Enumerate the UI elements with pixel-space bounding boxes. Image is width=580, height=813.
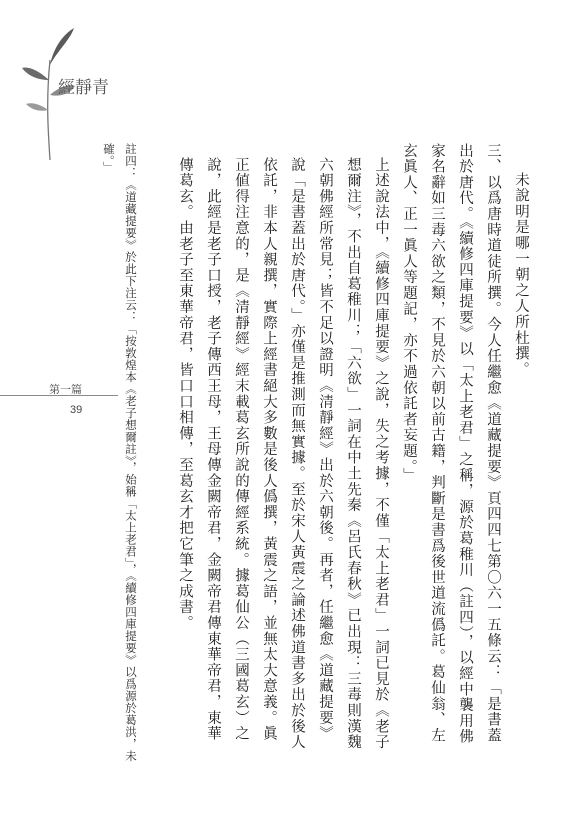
page-number: 39 xyxy=(70,404,83,416)
paragraph: 未說明是哪一朝之人所杜撰。 xyxy=(513,172,529,378)
body-text xyxy=(110,143,535,753)
paragraph: 三、以爲唐時道徒所撰。今人任繼愈《道藏提要》頁四四七第〇六一五條云：「是書蓋出於唐代。《續修四庫提要》以「太上老君」之稱，源於葛稚川（註四），以經中襲用佛家名辭如三毒六欲之類，不見於六朝以前古籍，判斷是書爲後世道流僞託。葛仙翁、左玄眞人、正一眞人等題記，亦不過依託者妄題。」 xyxy=(401,143,501,745)
section-label: 第一篇 xyxy=(49,383,82,396)
logo-char: 經 xyxy=(54,78,74,97)
logo-char: 青 xyxy=(88,78,108,97)
footnote: 註四：《道藏提要》於此下注云：「按敦煌本《老子想爾註》，始稱「太上老君」，《續修四庫提要》以爲源於葛洪，未確。」 xyxy=(102,143,138,762)
logo-char: 靜 xyxy=(71,78,91,97)
book-logo-title xyxy=(55,78,106,97)
paragraph: 上述說法中，《續修四庫提要》之說，失之考據，不僅「太上老君」一詞已見於《老子想爾注》，不出自葛稚川；「六欲」一詞在中土先秦《呂氏春秋》已出現：三毒則漢魏六朝佛經所常見；皆不足以證明《清靜經》出於六朝後。再者，任繼愈《道藏提要》說「是書蓋出於唐代。」亦僅是推測而無實據。至於宋人黃震之論述佛道書多出於後人依託，非本人親撰，實際上經書絕大多數是後人僞撰，黃震之語，並無太大意義。眞正値得注意的，是《清靜經》經末載葛玄所說的傳經系統。據葛仙公（三國葛玄）之說，此經是老子口授，老子傳西王母，王母傳金闕帝君，金闕帝君傳東華帝君，東華傳葛玄。由老子至東華帝君，皆口口相傳，至葛玄才把它筆之成書。 xyxy=(177,157,389,751)
